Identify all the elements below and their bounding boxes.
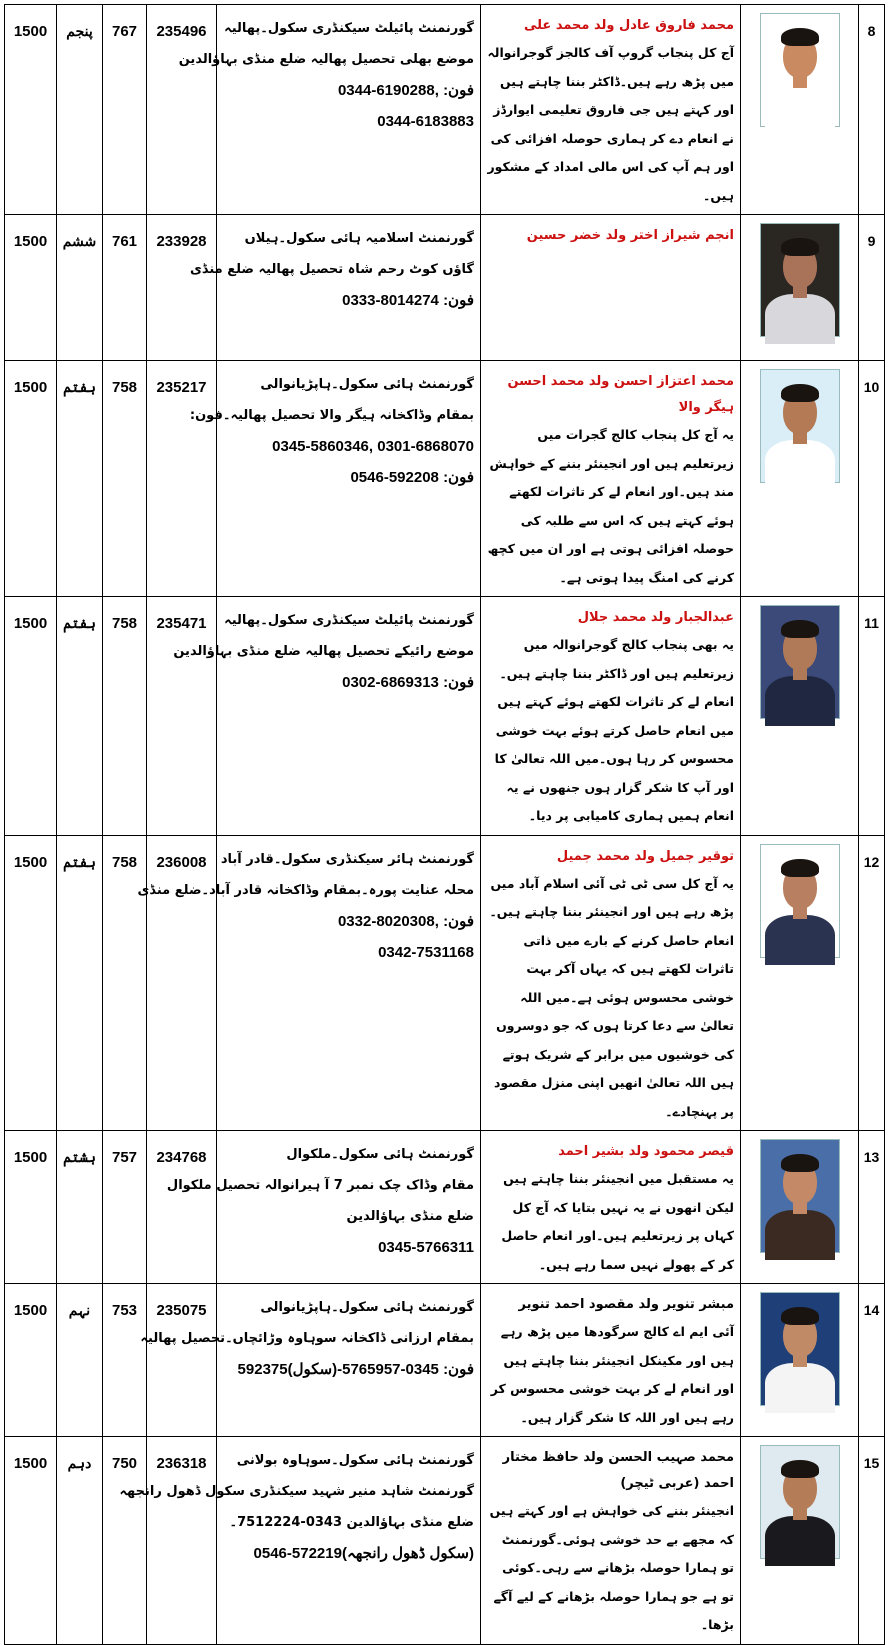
phone-label: فون: bbox=[443, 674, 474, 691]
student-photo bbox=[760, 1445, 840, 1559]
scholarship-amount: 1500 bbox=[5, 1437, 57, 1645]
phone-line bbox=[221, 106, 474, 137]
phone-number: 0345-5766311 bbox=[378, 1239, 474, 1256]
student-name: مبشر تنویر ولد مقصود احمد تنویر bbox=[518, 1297, 734, 1312]
school-line: گورنمنٹ اسلامیہ ہائی سکول۔ہیلاں bbox=[244, 231, 474, 246]
phone-line bbox=[221, 937, 474, 968]
serial-number: 10 bbox=[859, 361, 885, 597]
roll-number: 235471 bbox=[147, 597, 217, 836]
table-row bbox=[5, 1437, 885, 1645]
school-line: گورنمنٹ شاہد منیر شہید سیکنڈری سکول ڈھول رانجھہ bbox=[119, 1484, 474, 1499]
phone-label: فون: bbox=[443, 469, 474, 486]
serial-number: 8 bbox=[859, 5, 885, 215]
scholarship-amount: 1500 bbox=[5, 1131, 57, 1284]
class-grade: ہفتم bbox=[57, 597, 103, 836]
serial-number: 15 bbox=[859, 1437, 885, 1645]
student-photo bbox=[760, 223, 840, 337]
school-line: بمقام وڈاکخانہ ہیگر والا تحصیل پھالیہ۔فون: bbox=[189, 408, 474, 423]
student-info bbox=[481, 215, 741, 361]
school-line: ضلع منڈی بہاؤالدین 0343-7512224۔ bbox=[229, 1515, 474, 1530]
phone-line bbox=[221, 906, 474, 937]
photo-cell bbox=[741, 1437, 859, 1645]
student-info bbox=[481, 597, 741, 836]
scholarship-amount: 1500 bbox=[5, 215, 57, 361]
student-name: محمد صہیب الحسن ولد حافظ مختار احمد (عربی ٹیچر) bbox=[502, 1450, 734, 1491]
student-remarks: یہ آج کل پنجاب کالج گجرات میں زیرتعلیم ہیں اور انجینئر بننے کے خواہش مند ہیں۔اور انعام لے کر تاثرات لکھتے ہوئے کہتے ہیں کہ اس سے طلبہ کی حوصلہ افزائی ہوتی ہے اور ان میں کچھ کرنے کی امنگ پیدا ہوتی ہے۔ bbox=[487, 427, 734, 585]
school-line: گاؤں کوٹ رحم شاہ تحصیل پھالیہ ضلع منڈی bbox=[189, 262, 474, 277]
school-address bbox=[189, 361, 481, 597]
roll-number: 235075 bbox=[147, 1284, 217, 1437]
phone-label: فون: bbox=[443, 292, 474, 309]
student-photo bbox=[760, 844, 840, 958]
class-grade: ہفتم bbox=[57, 361, 103, 597]
scholarship-amount: 1500 bbox=[5, 361, 57, 597]
phone-line bbox=[221, 1538, 474, 1569]
phone-line bbox=[221, 1232, 474, 1263]
phone-line bbox=[221, 285, 474, 316]
roll-number: 236008 bbox=[147, 835, 217, 1131]
photo-cell bbox=[741, 361, 859, 597]
table-row bbox=[5, 5, 885, 215]
student-name: عبدالجبار ولد محمد جلال bbox=[577, 610, 734, 625]
table-row bbox=[5, 361, 885, 597]
school-line: محلہ عنایت پورہ۔بمقام وڈاکخانہ قادر آباد۔ضلع منڈی bbox=[137, 882, 474, 898]
class-grade: پنجم bbox=[57, 5, 103, 215]
class-grade: ہفتم bbox=[57, 835, 103, 1131]
table-row bbox=[5, 215, 885, 361]
student-photo bbox=[760, 605, 840, 719]
student-remarks: آئی ایم اے کالج سرگودھا میں پڑھ رہے ہیں اور مکینکل انجینئر بننا چاہتے ہیں اور انعام لے کر بہت خوشی محسوس کر رہے ہیں اور اللہ کا شکر گزار ہیں۔ bbox=[490, 1324, 734, 1425]
student-photo bbox=[760, 13, 840, 127]
roll-number: 235496 bbox=[147, 5, 217, 215]
student-info bbox=[481, 1437, 741, 1645]
marks: 758 bbox=[103, 597, 147, 836]
table-row bbox=[5, 835, 885, 1131]
scholarship-amount: 1500 bbox=[5, 5, 57, 215]
phone-line bbox=[221, 462, 474, 493]
student-info bbox=[481, 1284, 741, 1437]
student-name: محمد فاروق عادل ولد محمد علی bbox=[523, 18, 734, 33]
school-line: گورنمنٹ پائیلٹ سیکنڈری سکول۔پھالیہ bbox=[224, 613, 474, 628]
photo-cell bbox=[741, 215, 859, 361]
phone-number: 0332-8020308, bbox=[337, 912, 439, 930]
school-line: گورنمنٹ ہائر سیکنڈری سکول۔قادر آباد bbox=[220, 851, 474, 867]
roll-number: 234768 bbox=[147, 1131, 217, 1284]
student-name: قیصر محمود ولد بشیر احمد bbox=[558, 1144, 734, 1159]
phone-number: 0344-6183883 bbox=[377, 113, 474, 130]
student-photo bbox=[760, 369, 840, 483]
student-info bbox=[481, 5, 741, 215]
marks: 757 bbox=[103, 1131, 147, 1284]
marks: 750 bbox=[103, 1437, 147, 1645]
phone-label: فون: bbox=[443, 1361, 474, 1378]
scholarship-table bbox=[4, 4, 885, 1645]
roll-number: 236318 bbox=[147, 1437, 217, 1645]
school-line: گورنمنٹ ہائی سکول۔ہاپڑیانوالی bbox=[260, 1300, 474, 1315]
school-line: گورنمنٹ ہائی سکول۔ہاپڑیانوالی bbox=[260, 377, 474, 392]
phone-number: 0302-6869313 bbox=[342, 674, 439, 691]
student-remarks: یہ مستقبل میں انجینئر بننا چاہتے ہیں لیکن انھوں نے یہ نہیں بتایا کہ آج کل کہاں پر زیرتعلیم ہیں۔اور انعام حاصل کر کے پھولے نہیں سما رہے ہیں۔ bbox=[501, 1171, 734, 1272]
phone-line bbox=[221, 1354, 474, 1385]
photo-cell bbox=[741, 1131, 859, 1284]
table-row bbox=[5, 1131, 885, 1284]
marks: 753 bbox=[103, 1284, 147, 1437]
student-info bbox=[481, 835, 741, 1131]
phone-label: فون: bbox=[443, 82, 474, 99]
phone-number: 0342-7531168 bbox=[378, 943, 474, 961]
student-remarks: یہ آج کل سی ٹی ٹی آئی اسلام آباد میں پڑھ رہے ہیں اور انجینئر بننا چاہتے ہیں۔انعام حاصل کرنے کے بارے میں ذاتی تاثرات لکھتے ہیں کہ یہاں آکر بہت خوشی محسوس ہوئی ہے۔میں اللہ تعالیٰ سے دعا کرتا ہوں کہ جو دوسروں کی خوشیوں میں برابر کے شریک ہوتے ہیں اللہ تعالیٰ انھیں اپنی منزل مقصود پر پہنچادے۔ bbox=[489, 875, 734, 1119]
phone-number: 0344-6190288, bbox=[337, 82, 439, 99]
scholarship-amount: 1500 bbox=[5, 597, 57, 836]
school-line: موضع رائیکے تحصیل پھالیہ ضلع منڈی بہاؤالدین bbox=[173, 644, 474, 659]
school-line: گورنمنٹ ہائی سکول۔ملکوال bbox=[286, 1147, 474, 1162]
phone-label: فون: bbox=[443, 912, 474, 930]
phone-number: 0333-8014274 bbox=[342, 292, 439, 309]
serial-number: 13 bbox=[859, 1131, 885, 1284]
serial-number: 11 bbox=[859, 597, 885, 836]
school-line: مقام وڈاک چک نمبر 7 آ ہیرانوالہ تحصیل ملکوال bbox=[166, 1178, 474, 1193]
student-name: انجم شیراز اختر ولد خضر حسین bbox=[526, 228, 734, 243]
student-info bbox=[481, 361, 741, 597]
student-photo bbox=[760, 1292, 840, 1406]
roll-number: 233928 bbox=[147, 215, 217, 361]
school-line: بمقام ارزانی ڈاکخانہ سوہاوہ وڑائچاں۔تحصیل پھالیہ bbox=[140, 1331, 474, 1346]
scholarship-amount: 1500 bbox=[5, 835, 57, 1131]
serial-number: 12 bbox=[859, 835, 885, 1131]
serial-number: 14 bbox=[859, 1284, 885, 1437]
student-remarks: یہ بھی پنجاب کالج گوجرانوالہ میں زیرتعلیم ہیں اور ڈاکٹر بننا چاہتے ہیں۔انعام لے کر تاثرات لکھتے ہوئے کہتے ہیں میں انعام حاصل کرتے ہوئے بہت خوشی محسوس کر رہا ہوں۔میں اللہ تعالیٰ کا اور آپ کا شکر گزار ہوں جنھوں نے یہ انعام ہمیں ہماری کامیابی پر دیا۔ bbox=[494, 637, 734, 823]
photo-cell bbox=[741, 1284, 859, 1437]
student-remarks: آج کل پنجاب گروپ آف کالجز گوجرانوالہ میں پڑھ رہے ہیں۔ڈاکٹر بننا چاہتے ہیں اور کہتے ہیں جی فاروق تعلیمی ایوارڈز نے انعام دے کر ہماری حوصلہ افزائی کی اور ہم آپ کی اس مالی امداد کے مشکور ہیں۔ bbox=[487, 45, 734, 203]
phone-line bbox=[221, 75, 474, 106]
scholarship-amount: 1500 bbox=[5, 1284, 57, 1437]
photo-cell bbox=[741, 835, 859, 1131]
school-line: ضلع منڈی بہاؤالدین bbox=[346, 1209, 474, 1224]
serial-number: 9 bbox=[859, 215, 885, 361]
roll-number: 235217 bbox=[147, 361, 217, 597]
marks: 758 bbox=[103, 361, 147, 597]
school-address bbox=[189, 215, 481, 361]
phone-number: 592375(سکول)-0345-5765957 bbox=[237, 1361, 439, 1378]
photo-cell bbox=[741, 597, 859, 836]
class-grade: دہم bbox=[57, 1437, 103, 1645]
phone-number: 0345-5860346, 0301-6868070 bbox=[272, 438, 474, 455]
student-name: توقیر جمیل ولد محمد جمیل bbox=[556, 848, 734, 864]
photo-cell bbox=[741, 5, 859, 215]
student-name: محمد اعتزاز احسن ولد محمد احسن ہیگر والا bbox=[507, 374, 734, 415]
class-grade: ششم bbox=[57, 215, 103, 361]
phone-line bbox=[221, 667, 474, 698]
marks: 761 bbox=[103, 215, 147, 361]
marks: 767 bbox=[103, 5, 147, 215]
school-line: موضع بھلی تحصیل پھالیہ ضلع منڈی بہاؤالدین bbox=[178, 52, 474, 67]
school-line: گورنمنٹ ہائی سکول۔سوہاوہ بولانی bbox=[236, 1453, 474, 1468]
student-remarks: انجینئر بننے کی خواہش ہے اور کہتے ہیں کہ مجھے بے حد خوشی ہوئی۔گورنمنٹ تو ہمارا حوصلہ بڑھانے سے رہی۔کوئی تو ہے جو ہمارا حوصلہ بڑھانے کے لیے آگے بڑھا۔ bbox=[489, 1503, 734, 1632]
phone-line bbox=[221, 431, 474, 462]
class-grade: نہم bbox=[57, 1284, 103, 1437]
table-row bbox=[5, 1284, 885, 1437]
school-line: گورنمنٹ پائیلٹ سیکنڈری سکول۔پھالیہ bbox=[224, 21, 474, 36]
marks: 758 bbox=[103, 835, 147, 1131]
student-info bbox=[481, 1131, 741, 1284]
phone-number: 0546-592208 bbox=[350, 469, 439, 486]
phone-number: 0546-572219(سکول ڈھول رانجھہ) bbox=[253, 1545, 474, 1562]
class-grade: ہشتم bbox=[57, 1131, 103, 1284]
student-photo bbox=[760, 1139, 840, 1253]
table-row bbox=[5, 597, 885, 836]
